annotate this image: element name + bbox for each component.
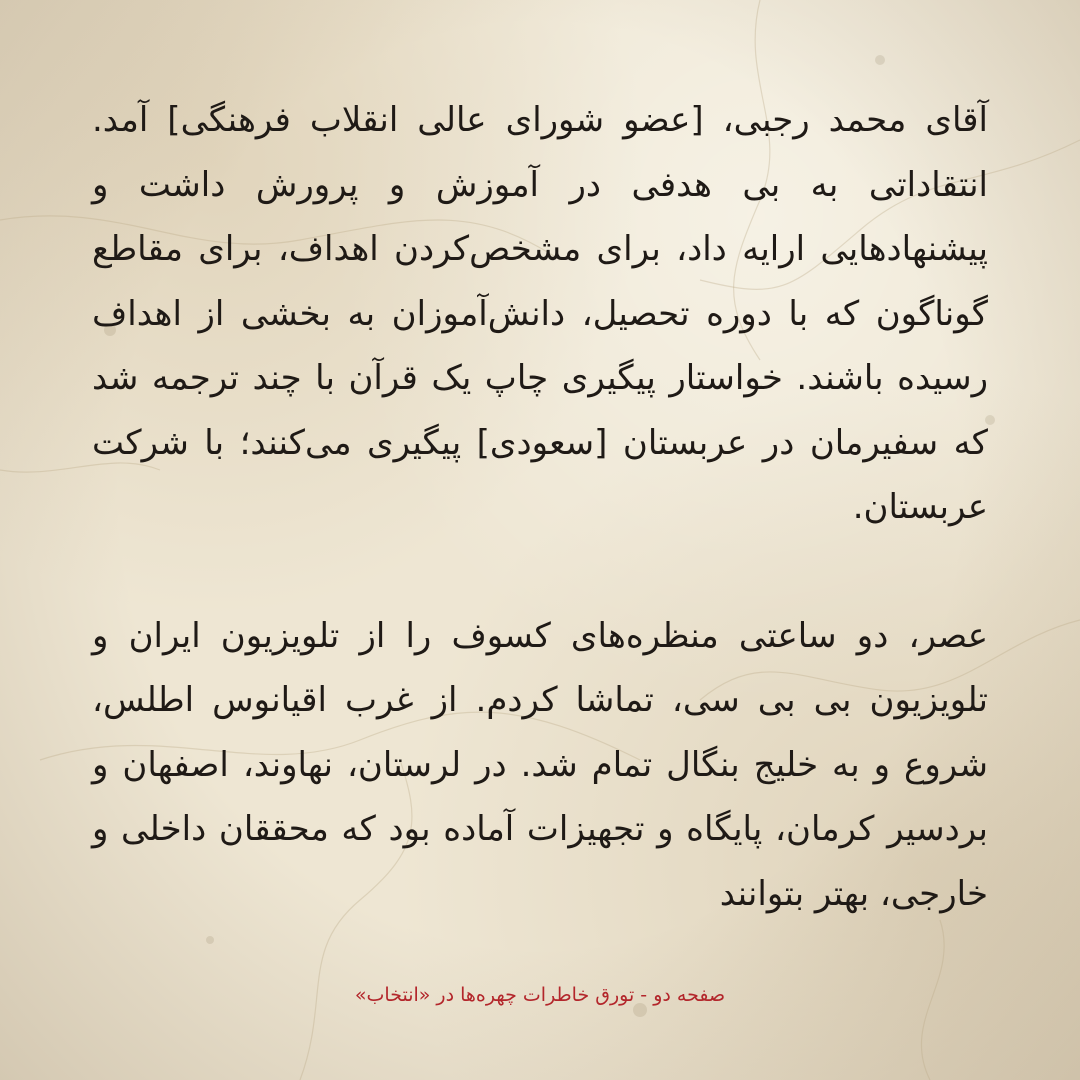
page-footer: صفحه دو - تورق خاطرات چهره‌ها در «انتخاب» <box>354 984 726 1006</box>
document-body <box>92 88 988 988</box>
paragraph-1: آقای محمد رجبی، [عضو شورای عالی انقلاب فرهنگی] آمد. انتقاداتی به بی هدفی در آموزش و پرورش داشت و پیشنهادهایی ارایه داد، برای مشخص‌کردن اهداف، برای مقاطع گوناگون که با دوره تحصیل، دانش‌آموزان به بخشی از اهداف رسیده باشند. خواستار پیگیری چاپ یک قرآن با چند ترجمه شد که سفیرمان در عربستان [سعودی] پیگیری می‌کنند؛ با شرکت عربستان. <box>92 100 988 527</box>
paragraph-2: عصر، دو ساعتی منظره‌های کسوف را از تلویزیون ایران و تلویزیون بی بی سی، تماشا کردم. از غرب اقیانوس اطلس، شروع و به خلیج بنگال تمام شد. در لرستان، نهاوند، اصفهان و بردسیر کرمان، پایگاه و تجهیزات آماده بود که محققان داخلی و خارجی، بهتر بتوانند <box>92 615 988 914</box>
